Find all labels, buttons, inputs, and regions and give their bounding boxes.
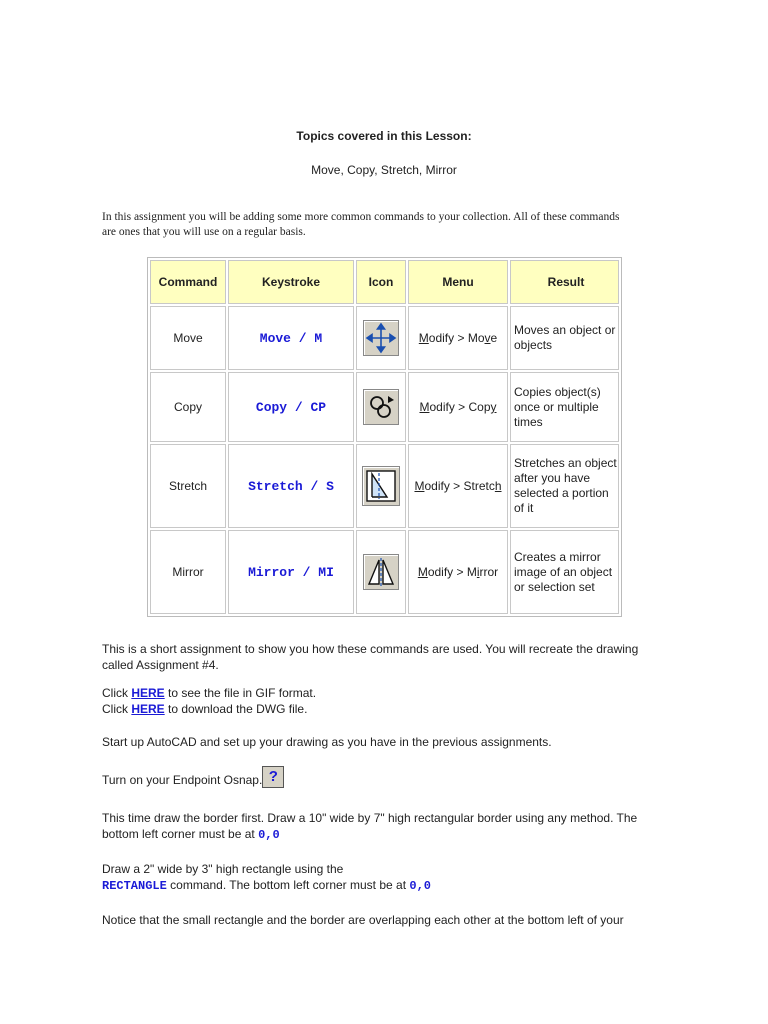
header-menu: Menu <box>408 260 508 304</box>
border-paragraph: This time draw the border first. Draw a 10" wide by 7" high rectangular border using any method. The bottom left corner must be at 0,0 <box>102 811 638 842</box>
header-icon: Icon <box>356 260 406 304</box>
overlap-paragraph: Notice that the small rectangle and the border are overlapping each other at the bottom left of your <box>102 913 624 927</box>
startup-paragraph: Start up AutoCAD and set up your drawing as you have in the previous assignments. <box>102 735 552 749</box>
command-name: Copy <box>150 372 226 442</box>
table-row <box>150 306 619 370</box>
commands-table <box>147 257 622 617</box>
assignment-paragraph: This is a short assignment to show you how these commands are used. You will recreate the drawing called Assignment #4. <box>102 642 639 672</box>
table-header-row <box>150 260 619 304</box>
table-row <box>150 372 619 442</box>
mirror-icon <box>363 554 399 590</box>
keystroke: Stretch / S <box>248 478 334 494</box>
menu-path: Modify > Stretch <box>408 444 508 528</box>
dwg-here-link[interactable]: HERE <box>131 702 165 716</box>
table-row <box>150 444 619 528</box>
keystroke: Copy / CP <box>255 399 327 415</box>
rectangle-paragraph: Draw a 2" wide by 3" high rectangle using the RECTANGLE command. The bottom left corner must be at 0,0 <box>102 862 431 893</box>
help-icon[interactable]: ? <box>262 766 284 788</box>
result-text: Copies object(s) once or multiple times <box>510 372 619 442</box>
keystroke: Mirror / MI <box>248 564 334 580</box>
header-keystroke: Keystroke <box>228 260 354 304</box>
lesson-heading: Topics covered in this Lesson: <box>296 129 472 143</box>
command-name: Move <box>150 306 226 370</box>
menu-path: Modify > Move <box>408 306 508 370</box>
command-name: Stretch <box>150 444 226 528</box>
keystroke: Move / M <box>259 330 323 346</box>
header-command: Command <box>150 260 226 304</box>
result-text: Stretches an object after you have selected a portion of it <box>510 444 619 528</box>
gif-here-link[interactable]: HERE <box>131 686 165 700</box>
lesson-topics: Move, Copy, Stretch, Mirror <box>311 163 457 177</box>
result-text: Moves an object or objects <box>510 306 619 370</box>
table-row <box>150 530 619 614</box>
dwg-link-line: Click HERE to download the DWG file. <box>102 702 308 716</box>
gif-link-line: Click HERE to see the file in GIF format. <box>102 686 317 700</box>
origin-coordinate: 0,0 <box>258 828 280 842</box>
stretch-icon <box>362 466 400 506</box>
copy-icon <box>363 389 399 425</box>
intro-paragraph: In this assignment you will be adding some more common commands to your collection. All of these commands are ones that you will use on a regular basis. <box>102 211 620 238</box>
menu-path: Modify > Copy <box>408 372 508 442</box>
move-icon <box>363 320 399 356</box>
command-name: Mirror <box>150 530 226 614</box>
origin-coordinate: 0,0 <box>409 879 431 893</box>
rectangle-command: RECTANGLE <box>102 879 167 893</box>
header-result: Result <box>510 260 619 304</box>
osnap-paragraph: Turn on your Endpoint Osnap. ? <box>102 766 672 788</box>
menu-path: Modify > Mirror <box>408 530 508 614</box>
result-text: Creates a mirror image of an object or selection set <box>510 530 619 614</box>
